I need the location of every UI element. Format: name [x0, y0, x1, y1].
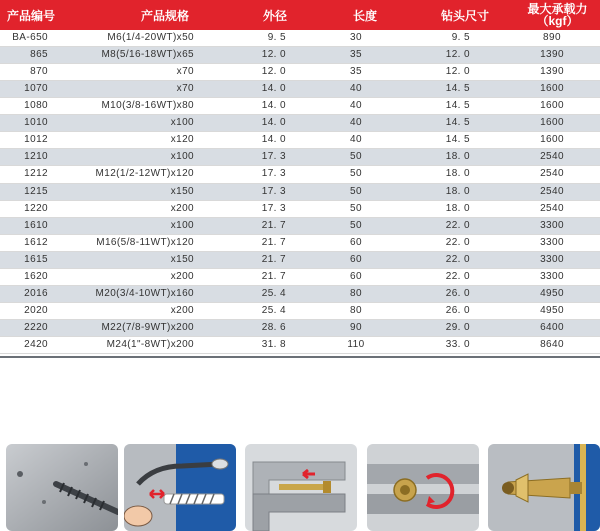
header-code: 产品编号 [6, 8, 55, 23]
step-4-tighten-nut [367, 444, 479, 531]
cell-code: 1610 [24, 219, 48, 231]
cell-max-load: 3300 [540, 236, 564, 248]
cell-outer-diameter: 21. 7 [261, 219, 286, 231]
cell-max-load: 2540 [540, 151, 564, 163]
table-row [0, 235, 600, 252]
header-max-load-unit: （kgf） [536, 14, 579, 28]
table-row [0, 218, 600, 235]
cell-code: 1210 [24, 151, 48, 163]
cell-spec: x70 [176, 83, 194, 95]
cell-outer-diameter: 17. 3 [261, 151, 286, 163]
cell-max-load: 8640 [540, 339, 564, 351]
step-5-expanded-anchor [488, 444, 600, 531]
cell-code: 1620 [24, 270, 48, 282]
cell-outer-diameter: 25. 4 [261, 304, 286, 316]
cell-max-load: 4950 [540, 287, 564, 299]
cell-length: 50 [350, 202, 362, 214]
cell-drill-size: 18. 0 [445, 168, 470, 180]
cell-code: 1012 [24, 134, 48, 146]
cell-outer-diameter: 12. 0 [261, 66, 286, 78]
cell-spec: M10(3/8-16WT)x80 [101, 100, 194, 112]
table-row [0, 166, 600, 183]
cell-code: 1215 [24, 185, 48, 197]
table-row [0, 320, 600, 337]
cell-max-load: 1600 [540, 134, 564, 146]
cell-outer-diameter: 25. 4 [261, 287, 286, 299]
table-row [0, 184, 600, 201]
table-row [0, 149, 600, 166]
cell-drill-size: 18. 0 [445, 185, 470, 197]
table-row [0, 30, 600, 47]
cell-length: 40 [350, 100, 362, 112]
cell-code: 1080 [24, 100, 48, 112]
cell-outer-diameter: 14. 0 [261, 83, 286, 95]
cell-drill-size: 18. 0 [445, 151, 470, 163]
cell-spec: M16(5/8-11WT)x120 [96, 236, 194, 248]
cell-outer-diameter: 12. 0 [261, 49, 286, 61]
cell-outer-diameter: 31. 8 [261, 339, 286, 351]
cell-length: 60 [350, 236, 362, 248]
cell-code: 870 [30, 66, 48, 78]
table-row [0, 64, 600, 81]
cell-length: 90 [350, 322, 362, 334]
cell-outer-diameter: 17. 3 [261, 185, 286, 197]
step-1-drill-hole [6, 444, 118, 531]
cell-drill-size: 18. 0 [445, 202, 470, 214]
cell-spec: x100 [170, 151, 194, 163]
cell-code: 1010 [24, 117, 48, 129]
cell-max-load: 2540 [540, 202, 564, 214]
header-drill-size: 钻头尺寸 [440, 8, 489, 23]
table-row [0, 286, 600, 303]
header-spec: 产品规格 [140, 8, 189, 23]
cell-code: 1612 [24, 236, 48, 248]
cell-max-load: 6400 [540, 322, 564, 334]
cell-max-load: 1600 [540, 117, 564, 129]
header-max-load [515, 0, 600, 30]
cell-drill-size: 33. 0 [445, 339, 470, 351]
cell-drill-size: 14. 5 [445, 100, 470, 112]
header-outer-diameter: 外径 [262, 8, 287, 23]
cell-drill-size: 26. 0 [445, 287, 470, 299]
cell-code: 1220 [24, 202, 48, 214]
table-row [0, 337, 600, 354]
cell-outer-diameter: 14. 0 [261, 117, 286, 129]
cell-drill-size: 12. 0 [445, 49, 470, 61]
cell-spec: x150 [170, 185, 194, 197]
cell-outer-diameter: 17. 3 [261, 168, 286, 180]
cell-max-load: 3300 [540, 253, 564, 265]
cell-max-load: 3300 [540, 219, 564, 231]
cell-outer-diameter: 28. 6 [261, 322, 286, 334]
cell-code: 1070 [24, 83, 48, 95]
table-row [0, 98, 600, 115]
cell-length: 30 [350, 32, 362, 43]
cell-code: 2020 [24, 304, 48, 316]
cell-max-load: 2540 [540, 185, 564, 197]
cell-max-load: 1390 [540, 49, 564, 61]
cell-code: BA-650 [12, 32, 48, 43]
table-bottom-rule [0, 356, 600, 358]
cell-code: 1615 [24, 253, 48, 265]
cell-drill-size: 26. 0 [445, 304, 470, 316]
cell-code: 2420 [24, 339, 48, 351]
cell-drill-size: 22. 0 [445, 253, 470, 265]
cell-length: 60 [350, 270, 362, 282]
cell-drill-size: 29. 0 [445, 322, 470, 334]
cell-spec: x120 [170, 134, 194, 146]
cell-length: 40 [350, 83, 362, 95]
table-row [0, 269, 600, 286]
step-2-clean-hole [124, 444, 236, 531]
cell-code: 2016 [24, 287, 48, 299]
cell-length: 40 [350, 117, 362, 129]
cell-length: 50 [350, 219, 362, 231]
cell-drill-size: 14. 5 [445, 83, 470, 95]
table-row [0, 303, 600, 320]
cell-outer-diameter: 14. 0 [261, 134, 286, 146]
cell-length: 60 [350, 253, 362, 265]
cell-max-load: 890 [543, 32, 561, 43]
cell-drill-size: 22. 0 [445, 236, 470, 248]
cell-length: 50 [350, 151, 362, 163]
cell-drill-size: 9. 5 [451, 32, 470, 43]
table-row [0, 81, 600, 98]
cell-length: 35 [350, 66, 362, 78]
table-header [0, 0, 600, 30]
tighten-nut-icon [367, 444, 479, 531]
insert-anchor-icon [245, 444, 357, 531]
cell-max-load: 4950 [540, 304, 564, 316]
cell-drill-size: 14. 5 [445, 134, 470, 146]
cell-max-load: 1600 [540, 100, 564, 112]
cell-drill-size: 22. 0 [445, 219, 470, 231]
table-row [0, 115, 600, 132]
cell-spec: x150 [170, 253, 194, 265]
cell-spec: M6(1/4-20WT)x50 [107, 32, 194, 43]
table-row [0, 47, 600, 64]
cell-outer-diameter: 17. 3 [261, 202, 286, 214]
table-row [0, 252, 600, 269]
cell-code: 1212 [24, 168, 48, 180]
cell-code: 865 [30, 49, 48, 61]
cell-length: 80 [350, 287, 362, 299]
cell-length: 40 [350, 134, 362, 146]
cell-length: 80 [350, 304, 362, 316]
cell-spec: x200 [170, 304, 194, 316]
clean-hole-icon [124, 444, 236, 531]
cell-length: 50 [350, 185, 362, 197]
cell-spec: x200 [170, 270, 194, 282]
cell-spec: M22(7/8-9WT)x200 [101, 322, 194, 334]
cell-length: 35 [350, 49, 362, 61]
cell-spec: x200 [170, 202, 194, 214]
cell-spec: M20(3/4-10WT)x160 [95, 287, 194, 299]
cell-spec: M12(1/2-12WT)x120 [95, 168, 194, 180]
drill-hole-icon [6, 444, 118, 531]
cell-max-load: 1390 [540, 66, 564, 78]
cell-drill-size: 22. 0 [445, 270, 470, 282]
cell-drill-size: 12. 0 [445, 66, 470, 78]
table-row [0, 201, 600, 218]
cell-code: 2220 [24, 322, 48, 334]
cell-outer-diameter: 21. 7 [261, 236, 286, 248]
cell-length: 110 [347, 339, 365, 351]
header-max-load-title: 最大承载力 [527, 2, 588, 16]
cell-spec: M8(5/16-18WT)x65 [101, 49, 194, 61]
cell-max-load: 1600 [540, 83, 564, 95]
cell-max-load: 2540 [540, 168, 564, 180]
cell-spec: x100 [170, 117, 194, 129]
cell-drill-size: 14. 5 [445, 117, 470, 129]
cell-outer-diameter: 21. 7 [261, 270, 286, 282]
cell-outer-diameter: 14. 0 [261, 100, 286, 112]
cell-spec: x100 [170, 219, 194, 231]
cell-spec: x70 [176, 66, 194, 78]
cell-outer-diameter: 21. 7 [261, 253, 286, 265]
cell-max-load: 3300 [540, 270, 564, 282]
cell-spec: M24(1"-8WT)x200 [106, 339, 194, 351]
header-length: 长度 [352, 8, 377, 23]
step-3-insert-anchor [245, 444, 357, 531]
table-row [0, 132, 600, 149]
cell-length: 50 [350, 168, 362, 180]
expanded-anchor-icon [488, 444, 600, 531]
cell-outer-diameter: 9. 5 [267, 32, 286, 43]
